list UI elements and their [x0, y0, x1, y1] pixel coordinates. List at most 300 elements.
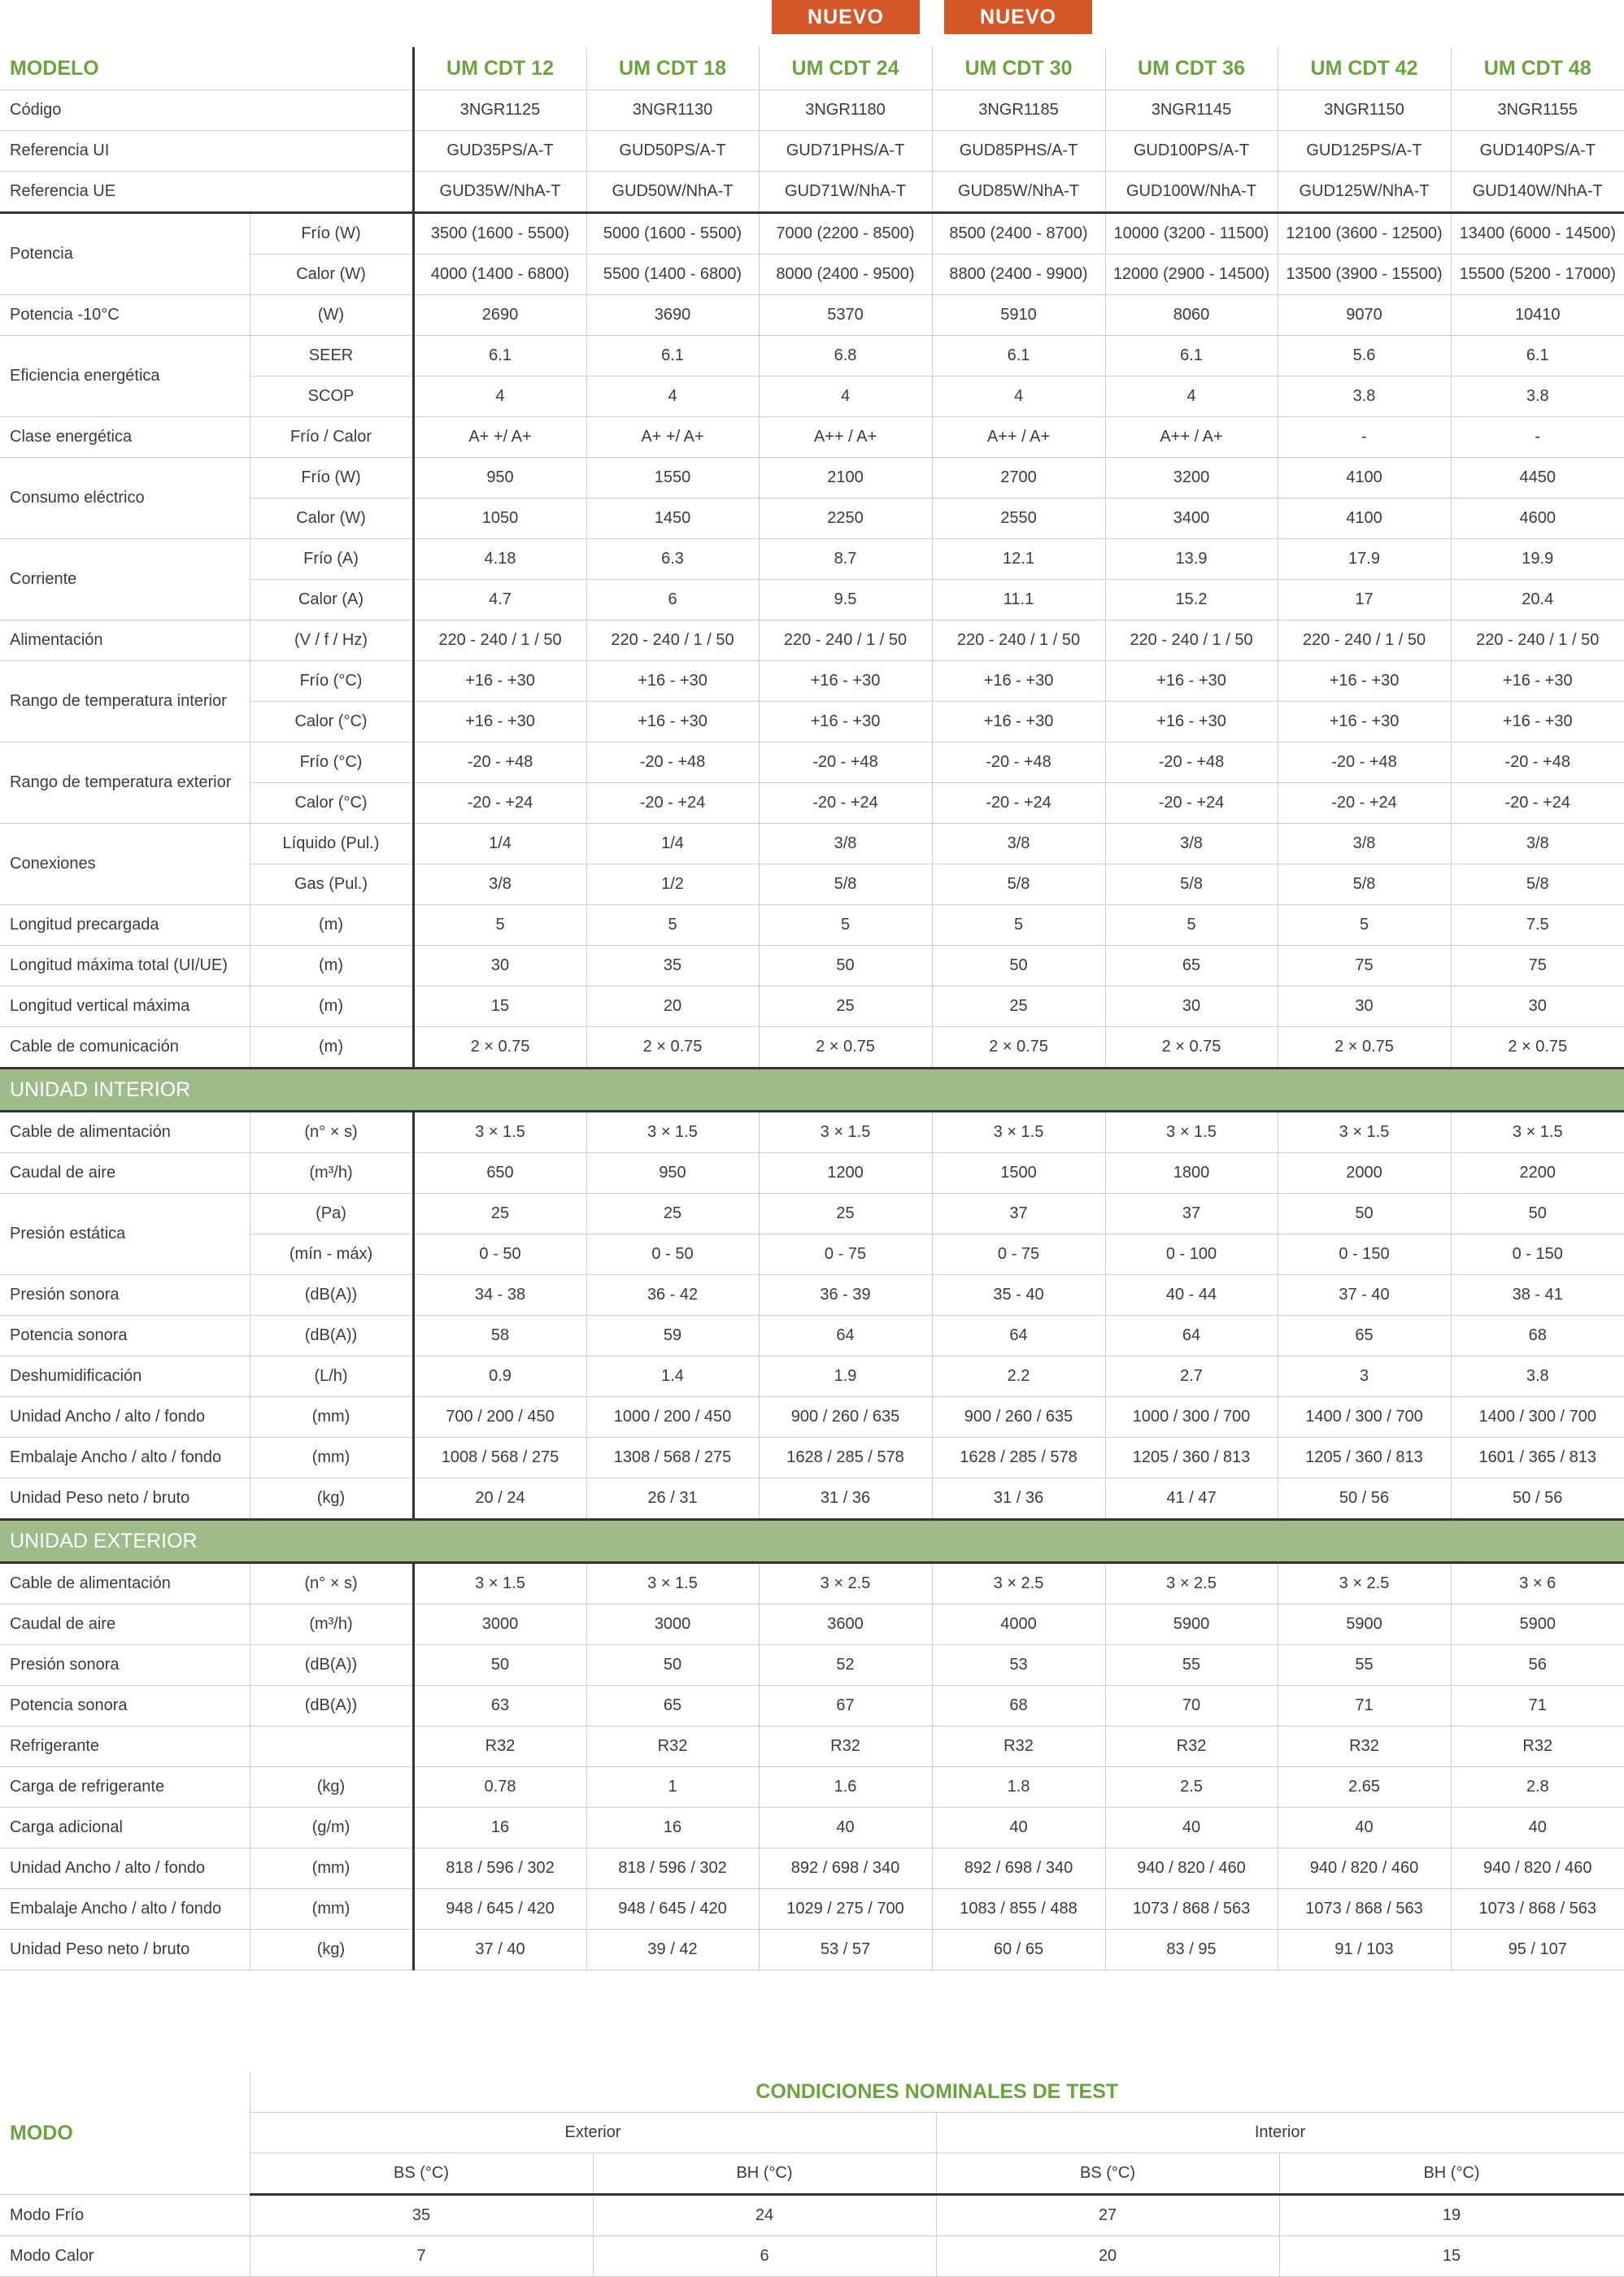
value-cell: 2.7	[1105, 1356, 1278, 1397]
value-cell: 2 × 0.75	[932, 1027, 1105, 1069]
header-label: MODELO	[0, 47, 413, 90]
value-cell: 3NGR1180	[759, 90, 932, 131]
value-cell: 2.8	[1451, 1767, 1624, 1808]
value-cell: 5	[413, 905, 586, 946]
row-label: Cable de alimentación	[0, 1563, 250, 1604]
value-cell: 5	[1105, 905, 1278, 946]
value-cell: 71	[1451, 1686, 1624, 1726]
value-cell: 37 / 40	[413, 1930, 586, 1970]
value-cell: 50 / 56	[1278, 1478, 1451, 1520]
value-cell: 1073 / 868 / 563	[1278, 1889, 1451, 1930]
value-cell: 10410	[1451, 295, 1624, 336]
value-cell: 13.9	[1105, 539, 1278, 580]
value-cell: 3600	[759, 1604, 932, 1645]
value-cell: 3NGR1150	[1278, 90, 1451, 131]
value-cell: 20	[936, 2236, 1279, 2277]
model-name: UM CDT 12	[413, 47, 586, 90]
row-label: Cable de comunicación	[0, 1027, 250, 1069]
value-cell: 2 × 0.75	[759, 1027, 932, 1069]
value-cell: 0 - 75	[759, 1234, 932, 1275]
value-cell: 940 / 820 / 460	[1105, 1848, 1278, 1889]
value-cell: GUD71PHS/A-T	[759, 131, 932, 172]
unit-label: (dB(A))	[250, 1275, 413, 1316]
value-cell: 4100	[1278, 499, 1451, 539]
value-cell: 6.8	[759, 336, 932, 377]
value-cell: 17.9	[1278, 539, 1451, 580]
value-cell: 37	[1105, 1194, 1278, 1234]
row-label: Deshumidificación	[0, 1356, 250, 1397]
value-cell: GUD35PS/A-T	[413, 131, 586, 172]
conditions-title-row	[0, 2072, 1624, 2113]
value-cell: 2 × 0.75	[1451, 1027, 1624, 1069]
value-cell: 3690	[586, 295, 759, 336]
value-cell: 1000 / 300 / 700	[1105, 1397, 1278, 1438]
unit-label: SEER	[250, 336, 413, 377]
row-label: Caudal de aire	[0, 1153, 250, 1194]
value-cell: 4600	[1451, 499, 1624, 539]
value-cell: 900 / 260 / 635	[932, 1397, 1105, 1438]
value-cell: 25	[932, 986, 1105, 1027]
value-cell: GUD50PS/A-T	[586, 131, 759, 172]
row-label: Referencia UE	[0, 172, 413, 213]
value-cell: 1205 / 360 / 813	[1105, 1438, 1278, 1478]
value-cell: 1	[586, 1767, 759, 1808]
section-band	[0, 1069, 1624, 1112]
spec-row	[0, 1112, 1624, 1153]
value-cell: 3 × 2.5	[759, 1563, 932, 1604]
value-cell: +16 - +30	[1105, 702, 1278, 742]
value-cell: 6	[593, 2236, 936, 2277]
value-cell: 3000	[586, 1604, 759, 1645]
value-cell: 1.8	[932, 1767, 1105, 1808]
value-cell: 38 - 41	[1451, 1275, 1624, 1316]
spec-row	[0, 1767, 1624, 1808]
value-cell: 15.2	[1105, 580, 1278, 620]
modo-label: MODO	[10, 2121, 73, 2144]
new-badge-um-cdt-30: NUEVO	[944, 0, 1092, 34]
value-cell: 40	[1105, 1808, 1278, 1848]
value-cell: 15500 (5200 - 17000)	[1451, 255, 1624, 295]
value-cell: -	[1278, 417, 1451, 458]
value-cell: 220 - 240 / 1 / 50	[413, 620, 586, 661]
value-cell: 16	[586, 1808, 759, 1848]
spec-row	[0, 1645, 1624, 1686]
unit-label: Líquido (Pul.)	[250, 824, 413, 864]
value-cell: 1400 / 300 / 700	[1451, 1397, 1624, 1438]
unit-label: SCOP	[250, 377, 413, 417]
value-cell: 67	[759, 1686, 932, 1726]
value-cell: 56	[1451, 1645, 1624, 1686]
value-cell: 12000 (2900 - 14500)	[1105, 255, 1278, 295]
row-label: Unidad Ancho / alto / fondo	[0, 1848, 250, 1889]
row-label: Presión estática	[0, 1194, 250, 1275]
unit-label: (m)	[250, 986, 413, 1027]
value-cell: GUD50W/NhA-T	[586, 172, 759, 213]
value-cell: 2 × 0.75	[1105, 1027, 1278, 1069]
value-cell: 3NGR1185	[932, 90, 1105, 131]
value-cell: 4	[413, 377, 586, 417]
value-cell: 12.1	[932, 539, 1105, 580]
value-cell: 58	[413, 1316, 586, 1356]
value-cell: 65	[586, 1686, 759, 1726]
value-cell: 5900	[1105, 1604, 1278, 1645]
model-name: UM CDT 48	[1451, 47, 1624, 90]
row-label: Corriente	[0, 539, 250, 620]
value-cell: 52	[759, 1645, 932, 1686]
value-cell: 1073 / 868 / 563	[1105, 1889, 1278, 1930]
spec-row	[0, 1027, 1624, 1069]
value-cell: 6.1	[413, 336, 586, 377]
value-cell: 95 / 107	[1451, 1930, 1624, 1970]
section-band	[0, 1520, 1624, 1563]
value-cell: 5.6	[1278, 336, 1451, 377]
value-cell: GUD100W/NhA-T	[1105, 172, 1278, 213]
value-cell: 50	[413, 1645, 586, 1686]
spec-row	[0, 661, 1624, 702]
value-cell: 2.65	[1278, 1767, 1451, 1808]
value-cell: 50	[586, 1645, 759, 1686]
value-cell: 10000 (3200 - 11500)	[1105, 213, 1278, 255]
unit-label: Frío / Calor	[250, 417, 413, 458]
value-cell: 5900	[1451, 1604, 1624, 1645]
value-cell: 3/8	[932, 824, 1105, 864]
spec-row	[0, 1316, 1624, 1356]
value-cell: 5370	[759, 295, 932, 336]
row-label: Eficiencia energética	[0, 336, 250, 417]
unit-label: Calor (W)	[250, 255, 413, 295]
value-cell: +16 - +30	[759, 702, 932, 742]
row-label: Carga adicional	[0, 1808, 250, 1848]
value-cell: A+ +/ A+	[413, 417, 586, 458]
value-cell: 950	[413, 458, 586, 499]
value-cell: 75	[1278, 946, 1451, 986]
value-cell: 1008 / 568 / 275	[413, 1438, 586, 1478]
row-label: Rango de temperatura exterior	[0, 742, 250, 824]
value-cell: 25	[759, 986, 932, 1027]
model-header-row	[0, 47, 1624, 90]
value-cell: 940 / 820 / 460	[1451, 1848, 1624, 1889]
value-cell: +16 - +30	[586, 661, 759, 702]
value-cell: 50	[1278, 1194, 1451, 1234]
value-cell: 40 - 44	[1105, 1275, 1278, 1316]
spec-row	[0, 1808, 1624, 1848]
value-cell: 36 - 39	[759, 1275, 932, 1316]
value-cell: 1000 / 200 / 450	[586, 1397, 759, 1438]
value-cell: 6.3	[586, 539, 759, 580]
section-title: UNIDAD INTERIOR	[0, 1069, 1624, 1112]
value-cell: R32	[1278, 1726, 1451, 1767]
value-cell: 1029 / 275 / 700	[759, 1889, 932, 1930]
row-label: Potencia sonora	[0, 1686, 250, 1726]
value-cell: 1073 / 868 / 563	[1451, 1889, 1624, 1930]
value-cell: 948 / 645 / 420	[586, 1889, 759, 1930]
value-cell: 4000	[932, 1604, 1105, 1645]
value-cell: 1308 / 568 / 275	[586, 1438, 759, 1478]
value-cell: 220 - 240 / 1 / 50	[1278, 620, 1451, 661]
row-label: Modo Frío	[0, 2195, 250, 2236]
value-cell: 1550	[586, 458, 759, 499]
value-cell: 63	[413, 1686, 586, 1726]
value-cell: 4	[586, 377, 759, 417]
value-cell: A+ +/ A+	[586, 417, 759, 458]
value-cell: 2.5	[1105, 1767, 1278, 1808]
unit-label: (dB(A))	[250, 1645, 413, 1686]
value-cell: 3	[1278, 1356, 1451, 1397]
model-name: UM CDT 42	[1278, 47, 1451, 90]
value-cell: GUD100PS/A-T	[1105, 131, 1278, 172]
value-cell: 50	[932, 946, 1105, 986]
row-label: Clase energética	[0, 417, 250, 458]
value-cell: 3 × 2.5	[1105, 1563, 1278, 1604]
value-cell: -20 - +24	[759, 783, 932, 824]
row-label: Longitud vertical máxima	[0, 986, 250, 1027]
value-cell: 3NGR1145	[1105, 90, 1278, 131]
unit-label: Frío (W)	[250, 458, 413, 499]
value-cell: 30	[1451, 986, 1624, 1027]
value-cell: GUD85W/NhA-T	[932, 172, 1105, 213]
value-cell: 3 × 1.5	[413, 1112, 586, 1153]
col-exterior-bh: BH (°C)	[593, 2153, 936, 2195]
value-cell: 17	[1278, 580, 1451, 620]
row-label: Unidad Peso neto / bruto	[0, 1478, 250, 1520]
value-cell: R32	[586, 1726, 759, 1767]
spec-row	[0, 295, 1624, 336]
value-cell: +16 - +30	[413, 661, 586, 702]
value-cell: 1.9	[759, 1356, 932, 1397]
spec-row	[0, 172, 1624, 213]
value-cell: 3/8	[1105, 824, 1278, 864]
value-cell: 53 / 57	[759, 1930, 932, 1970]
test-conditions-table	[0, 2072, 1624, 2277]
spec-row	[0, 1930, 1624, 1970]
value-cell: 71	[1278, 1686, 1451, 1726]
value-cell: 3 × 1.5	[1278, 1112, 1451, 1153]
spec-row	[0, 986, 1624, 1027]
value-cell: 0 - 50	[413, 1234, 586, 1275]
value-cell: +16 - +30	[759, 661, 932, 702]
value-cell: 3 × 1.5	[1451, 1112, 1624, 1153]
value-cell: 5/8	[1451, 864, 1624, 905]
value-cell: 3 × 6	[1451, 1563, 1624, 1604]
row-label: Carga de refrigerante	[0, 1767, 250, 1808]
value-cell: 2 × 0.75	[413, 1027, 586, 1069]
value-cell: R32	[1105, 1726, 1278, 1767]
value-cell: +16 - +30	[932, 702, 1105, 742]
value-cell: 26 / 31	[586, 1478, 759, 1520]
value-cell: GUD35W/NhA-T	[413, 172, 586, 213]
value-cell: -20 - +24	[1451, 783, 1624, 824]
value-cell: 2 × 0.75	[1278, 1027, 1451, 1069]
row-label: Código	[0, 90, 413, 131]
value-cell: 3/8	[1451, 824, 1624, 864]
value-cell: 30	[1278, 986, 1451, 1027]
value-cell: -20 - +48	[413, 742, 586, 783]
value-cell: 35	[586, 946, 759, 986]
value-cell: 2550	[932, 499, 1105, 539]
row-label: Embalaje Ancho / alto / fondo	[0, 1438, 250, 1478]
value-cell: 220 - 240 / 1 / 50	[759, 620, 932, 661]
conditions-title: CONDICIONES NOMINALES DE TEST	[250, 2072, 1624, 2113]
col-interior-bs: BS (°C)	[936, 2153, 1279, 2195]
model-name: UM CDT 24	[759, 47, 932, 90]
value-cell: 4450	[1451, 458, 1624, 499]
value-cell: R32	[932, 1726, 1105, 1767]
value-cell: GUD140W/NhA-T	[1451, 172, 1624, 213]
value-cell: -20 - +48	[586, 742, 759, 783]
row-label: Refrigerante	[0, 1726, 250, 1767]
value-cell: 3/8	[759, 824, 932, 864]
value-cell: 5900	[1278, 1604, 1451, 1645]
value-cell: 892 / 698 / 340	[759, 1848, 932, 1889]
value-cell: 3 × 2.5	[1278, 1563, 1451, 1604]
value-cell: 6.1	[932, 336, 1105, 377]
value-cell: 3NGR1155	[1451, 90, 1624, 131]
value-cell: 4.7	[413, 580, 586, 620]
value-cell: 31 / 36	[932, 1478, 1105, 1520]
value-cell: 36 - 42	[586, 1275, 759, 1316]
unit-label: (W)	[250, 295, 413, 336]
value-cell: 5	[586, 905, 759, 946]
unit-label: Calor (A)	[250, 580, 413, 620]
spec-row	[0, 1153, 1624, 1194]
row-label: Consumo eléctrico	[0, 458, 250, 539]
value-cell: 5	[759, 905, 932, 946]
value-cell: 0 - 150	[1278, 1234, 1451, 1275]
value-cell: 0.78	[413, 1767, 586, 1808]
value-cell: 5000 (1600 - 5500)	[586, 213, 759, 255]
value-cell: 5	[932, 905, 1105, 946]
value-cell: A++ / A+	[932, 417, 1105, 458]
value-cell: 8500 (2400 - 8700)	[932, 213, 1105, 255]
value-cell: 3 × 1.5	[932, 1112, 1105, 1153]
row-label: Referencia UI	[0, 131, 413, 172]
row-label: Embalaje Ancho / alto / fondo	[0, 1889, 250, 1930]
value-cell: 2250	[759, 499, 932, 539]
value-cell: 19	[1279, 2195, 1624, 2236]
conditions-row-frio	[0, 2195, 1624, 2236]
section-title: UNIDAD EXTERIOR	[0, 1520, 1624, 1563]
value-cell: 20.4	[1451, 580, 1624, 620]
unit-label: Frío (°C)	[250, 742, 413, 783]
value-cell: 5/8	[1278, 864, 1451, 905]
value-cell: 12100 (3600 - 12500)	[1278, 213, 1451, 255]
value-cell: 3 × 1.5	[586, 1563, 759, 1604]
unit-label: (g/m)	[250, 1808, 413, 1848]
row-label: Longitud máxima total (UI/UE)	[0, 946, 250, 986]
value-cell: 83 / 95	[1105, 1930, 1278, 1970]
value-cell: +16 - +30	[1451, 702, 1624, 742]
unit-label: Gas (Pul.)	[250, 864, 413, 905]
spec-row	[0, 458, 1624, 499]
value-cell: -20 - +48	[1105, 742, 1278, 783]
value-cell: 818 / 596 / 302	[413, 1848, 586, 1889]
value-cell: 3400	[1105, 499, 1278, 539]
value-cell: 15	[413, 986, 586, 1027]
value-cell: 4	[932, 377, 1105, 417]
row-label: Alimentación	[0, 620, 250, 661]
value-cell: A++ / A+	[759, 417, 932, 458]
value-cell: 7000 (2200 - 8500)	[759, 213, 932, 255]
value-cell: 60 / 65	[932, 1930, 1105, 1970]
spec-row	[0, 1478, 1624, 1520]
value-cell: 91 / 103	[1278, 1930, 1451, 1970]
value-cell: 1/4	[586, 824, 759, 864]
value-cell: 27	[936, 2195, 1279, 2236]
value-cell: 220 - 240 / 1 / 50	[586, 620, 759, 661]
value-cell: 3NGR1125	[413, 90, 586, 131]
value-cell: 1450	[586, 499, 759, 539]
unit-label: Calor (W)	[250, 499, 413, 539]
unit-label: (dB(A))	[250, 1316, 413, 1356]
value-cell: 50	[1451, 1194, 1624, 1234]
value-cell: 818 / 596 / 302	[586, 1848, 759, 1889]
value-cell: 5/8	[932, 864, 1105, 905]
value-cell: 220 - 240 / 1 / 50	[1105, 620, 1278, 661]
spec-row	[0, 1726, 1624, 1767]
value-cell: 220 - 240 / 1 / 50	[932, 620, 1105, 661]
value-cell: 1628 / 285 / 578	[932, 1438, 1105, 1478]
unit-label: (L/h)	[250, 1356, 413, 1397]
spec-row	[0, 213, 1624, 255]
value-cell: 41 / 47	[1105, 1478, 1278, 1520]
value-cell: 39 / 42	[586, 1930, 759, 1970]
spec-table	[0, 47, 1624, 1970]
value-cell: +16 - +30	[1278, 661, 1451, 702]
value-cell: 40	[1451, 1808, 1624, 1848]
value-cell: 3/8	[413, 864, 586, 905]
value-cell: 3 × 2.5	[932, 1563, 1105, 1604]
value-cell: 7	[250, 2236, 593, 2277]
unit-label: (kg)	[250, 1930, 413, 1970]
row-label: Potencia	[0, 213, 250, 295]
unit-label: Frío (A)	[250, 539, 413, 580]
spec-row	[0, 824, 1624, 864]
unit-label: (mm)	[250, 1438, 413, 1478]
value-cell: 9070	[1278, 295, 1451, 336]
value-cell: R32	[413, 1726, 586, 1767]
model-name: UM CDT 30	[932, 47, 1105, 90]
spec-row	[0, 1889, 1624, 1930]
value-cell: 0 - 100	[1105, 1234, 1278, 1275]
value-cell: 6	[586, 580, 759, 620]
value-cell: 650	[413, 1153, 586, 1194]
value-cell: 900 / 260 / 635	[759, 1397, 932, 1438]
value-cell: -	[1451, 417, 1624, 458]
value-cell: 2.2	[932, 1356, 1105, 1397]
value-cell: 16	[413, 1808, 586, 1848]
value-cell: +16 - +30	[1451, 661, 1624, 702]
value-cell: 3200	[1105, 458, 1278, 499]
value-cell: 1.6	[759, 1767, 932, 1808]
value-cell: 59	[586, 1316, 759, 1356]
value-cell: -20 - +24	[586, 783, 759, 824]
group-interior: Interior	[936, 2113, 1624, 2153]
row-label: Longitud precargada	[0, 905, 250, 946]
unit-label: (Pa)	[250, 1194, 413, 1234]
spec-row	[0, 1686, 1624, 1726]
value-cell: 4	[1105, 377, 1278, 417]
col-interior-bh: BH (°C)	[1279, 2153, 1624, 2195]
spec-row	[0, 905, 1624, 946]
value-cell: 30	[413, 946, 586, 986]
value-cell: 2200	[1451, 1153, 1624, 1194]
value-cell: 64	[932, 1316, 1105, 1356]
value-cell: 75	[1451, 946, 1624, 986]
row-label: Presión sonora	[0, 1645, 250, 1686]
spec-row	[0, 742, 1624, 783]
value-cell: 3.8	[1278, 377, 1451, 417]
unit-label	[250, 1726, 413, 1767]
